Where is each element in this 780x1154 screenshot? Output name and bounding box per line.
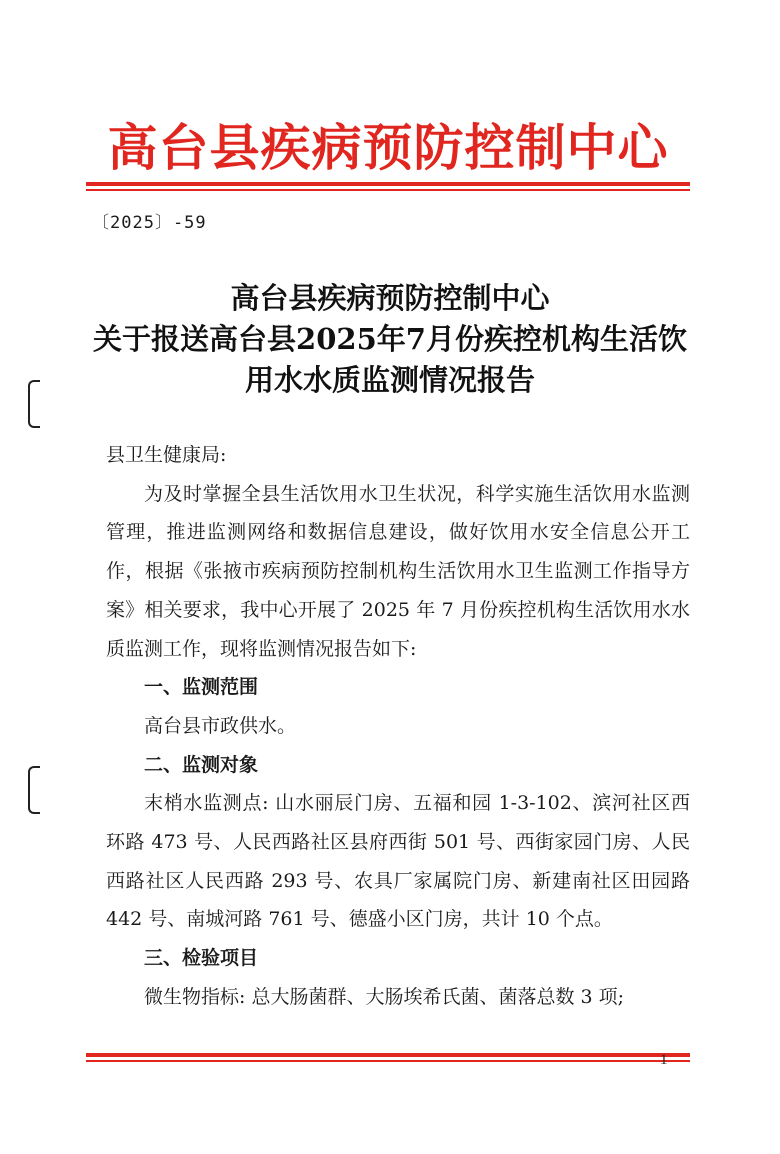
page-number: 1 (660, 1052, 668, 1068)
title-line-3: 用水水质监测情况报告 (244, 363, 535, 397)
intro-paragraph: 为及时掌握全县生活饮用水卫生状况，科学实施生活饮用水监测管理，推进监测网络和数据信息建设，做好饮用水安全信息公开工作，根据《张掖市疾病预防控制机构生活饮用水卫生监测工作指导方案》相关要求，我中心开展了 2025 年 7 月份疾控机构生活饮用水水质监测工作，现将监测情况报告如下: (106, 482, 690, 660)
binding-margin-mark (28, 766, 40, 814)
section-text-scope: 高台县市政供水。 (144, 714, 297, 737)
section-heading-objects: 二、监测对象 (144, 753, 259, 776)
masthead-red-rule-thin (86, 189, 690, 191)
title-line-2: 关于报送高台县2025年7月份疾控机构生活饮 (93, 322, 687, 356)
salutation: 县卫生健康局: (106, 444, 227, 466)
document-body (106, 436, 690, 1017)
binding-margin-mark (28, 380, 40, 428)
footer-red-rule-thin (86, 1060, 690, 1062)
document-title (80, 278, 700, 401)
title-line-1: 高台县疾病预防控制中心 (230, 281, 550, 315)
document-number: 〔2025〕-59 (92, 213, 207, 233)
masthead-org-name: 高台县疾病预防控制中心 (107, 118, 669, 177)
footer-red-rule (86, 1053, 690, 1057)
masthead-red-rule (86, 182, 690, 186)
section-heading-scope: 一、监测范围 (144, 676, 259, 699)
section-text-items: 微生物指标: 总大肠菌群、大肠埃希氏菌、菌落总数 3 项; (144, 985, 625, 1008)
section-heading-items: 三、检验项目 (144, 947, 259, 970)
section-text-objects: 末梢水监测点: 山水丽辰门房、五福和园 1-3-102、滨河社区西环路 473 号、人民西路社区县府西街 501 号、西街家园门房、人民西路社区人民西路 293 号、农具厂家属院门房、新建南社区田园路 442 号、南城河路 761 号、德盛小区门房，共计 10 个点。 (106, 792, 690, 931)
